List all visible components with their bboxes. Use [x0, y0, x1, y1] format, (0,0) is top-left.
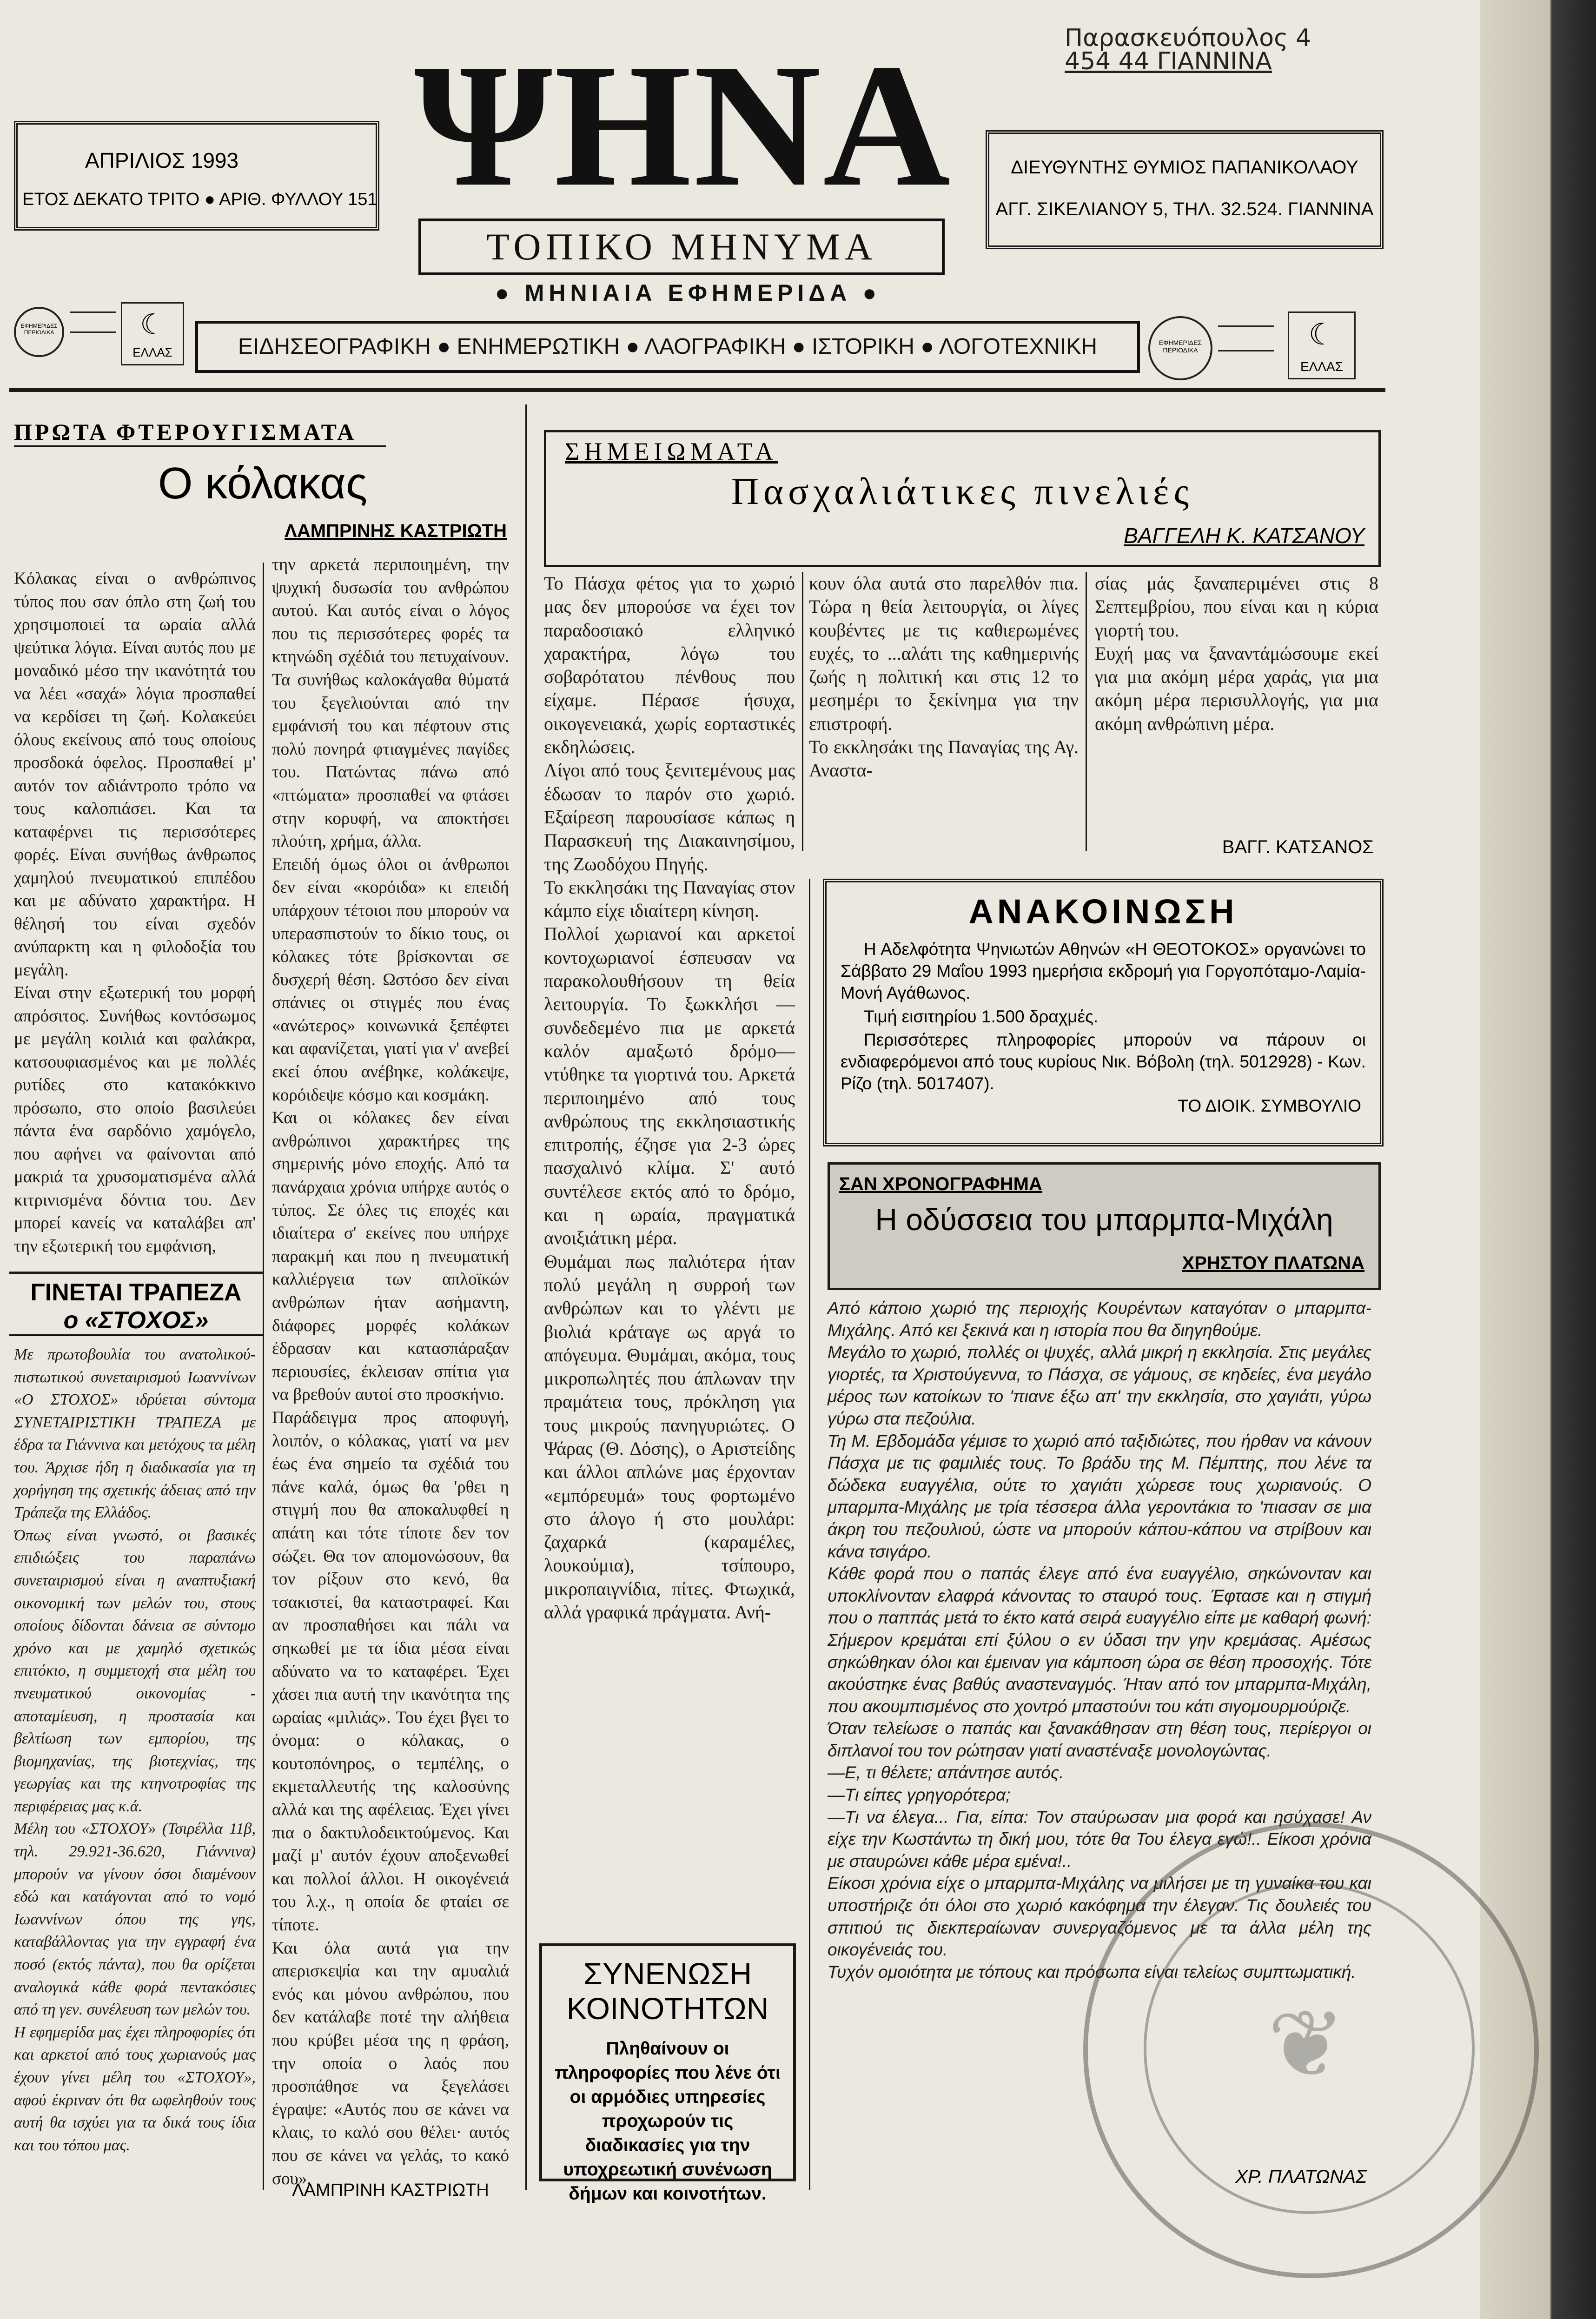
article1-kicker: ΠΡΩΤΑ ΦΤΕΡΟΥΓΙΣΜΑΤΑ [14, 418, 386, 447]
issue-info-box [14, 121, 379, 231]
article2-body: Με πρωτοβουλία του ανατολικού-πιστωτικού συνεταιρισμού Ιωαννίνων «Ο ΣΤΟΧΟΣ» ιδρύεται σύντομα ΣΥΝΕΤΑΙΡΙΣΤΙΚΗ ΤΡΑΠΕΖΑ με έδρα τα Γιάννινα και μετόχους τα μέλη του. Άρχισε ήδη η διαδικασία για τη χορήγηση της σχετικής άδειας από την Τράπεζα της Ελλάδος. Όπως είναι γνωστό, οι βασικές επιδιώξεις του παραπάνω συνεταιρισμού είναι η αναπτυξιακή οικονομική των μελών του, στους οποίους δίδονται δάνεια σε σύντομο χρόνο και με χαμηλό σχετικώς επιτόκιο, η συμμετοχή στα μέλη του πνευματικού οικονομίας - αποταμίευση, η προστασία και βελτίωση των εμπορίου, της βιομηχανίας, της βιοτεχνίας, της γεωργίας και της κτηνοτροφίας της περιφέρειας μας κ.ά. Μέλη του «ΣΤΟΧΟΥ» (Τσιρέλλα 11β, τηλ. 29.921-36.620, Γιάννινα) μπορούν να γίνουν όσοι διαμένουν εδώ και κατάγονται από το νομό Ιωαννίνων όπου της γης, καταβάλλοντας για την εγγραφή ένα ποσό (εκτός πάντα), που θα ορίζεται αναλογικά κάθε φορά πεντακόσιες από τη γεν. συνέλευση των μελών του. Η εφημερίδα μας έχει πληροφορίες ότι και αρκετοί από τους χωριανούς μας έχουν γίνει μέλη του «ΣΤΟΧΟΥ», αφού έκριναν ότι θα ωφεληθούν τους αυτή θα ισχύει για τα δικά τους ίδια και του τόπου μας. [14, 1346, 256, 2154]
postal-country: ΕΛΛΑΣ [1300, 359, 1344, 374]
column-rule [1086, 572, 1087, 851]
union-title-2: ΚΟΙΝΟΤΗΤΩΝ [566, 1991, 769, 2026]
notes-header-box [544, 430, 1381, 567]
article1-title: Ο κόλακας [158, 458, 368, 508]
union-title-1: ΣΥΝΕΝΩΣΗ [583, 1956, 752, 1991]
article2-title-2: ο «ΣΤΟΧΟΣ» [9, 1306, 263, 1336]
director-info-box [986, 130, 1384, 249]
article1-byline: ΛΑΜΠΡΙΝΗΣ ΚΑΣΤΡΙΩΤΗ [285, 521, 507, 541]
horn-icon: ☾ [1308, 318, 1335, 351]
article1-column-1: Κόλακας είναι ο ανθρώπινος τύπος που σαν όπλο στη ζωή του χρησιμοποιεί τα ωραία αλλά ψεύτικα λόγια. Είναι αυτός που με μοναδικό μέσο την ικανότητά του να λέει «σαχά» λόγια προσπαθεί να κερδίσει τη ζωή. Κολακεύει όλους εκείνους από τους οποίους προσδοκά όφελος. Προσπαθεί μ' αυτόν τον αδιάντροπο τρόπο να τους καλοπιάσει. Και τα καταφέρνει τις περισσότερες φορές. Είναι συνήθως άνθρωπος χαμηλού πνευματικού επιπέδου και με αδύνατο χαρακτήρα. Η θέλησή του είναι σχεδόν ανύπαρκτη και η φιλοδοξία του μεγάλη. Είναι στην εξωτερική του μορφή απρόσιτος. Συνήθως κοντόσωμος με μεγάλη κοιλιά και φαλάκρα, κατσουφιασμένος και με πολλές ρυτίδες στο κατακόκκινο πρόσωπο, στο οποίο βασιλεύει πάντα ένα σαρδόνιο χαμόγελο, που αφήνει να φαίνονται από μακριά τα χρυσοματισμένα αλλά κιτρινισμένα δόντια του. Δεν μπορεί κανείς να καταλάβει απ' την εξωτερική του εμφάνιση, [14, 569, 256, 1256]
postal-stamp-icon [14, 307, 64, 357]
library-seal-stamp [1083, 1822, 1539, 2278]
issue-date: ΑΠΡΙΛΙΟΣ 1993 [85, 148, 239, 172]
horn-icon: ☾ [140, 309, 165, 340]
notes-kicker: ΣΗΜΕΙΩΜΑΤΑ [565, 437, 778, 465]
header-rule [9, 388, 1385, 392]
notes-column-3: σίας μάς ξαναπεριμένει στις 8 Σεπτεμβρίου, που είναι και η κύρια γιορτή του. Ευχή μας να ξαναντάμώσουμε εκεί για μια ακόμη μέρα χαράς, για μια ακόμη μέρα περισυλλογής, για μια ακόμη ανθρώπινη μέρα. [1095, 573, 1378, 734]
masthead-subtitle: ΤΟΠΙΚΟ ΜΗΝΥΜΑ [418, 219, 945, 275]
announcement-title: ΑΝΑΚΟΙΝΩΣΗ [968, 892, 1238, 931]
handwritten-line-2: 454 44 ΓΙΑΝΝΙΝΑ [1065, 47, 1272, 75]
postmark-lines-icon [1218, 325, 1274, 351]
column-rule [263, 563, 264, 2190]
notes-signature: ΒΑΓΓ. ΚΑΤΣΑΝΟΣ [1222, 837, 1374, 857]
announcement-box [823, 879, 1384, 1146]
column-rule [802, 572, 803, 851]
union-body: Πληθαίνουν οι πληροφορίες που λένε ότι οι αρμόδιες υπηρεσίες προχωρούν τις διαδικασίες για την υποχρεωτική συνένωση δήμων και κοινοτήτων. [555, 2039, 781, 2204]
postal-stamp-icon [1148, 316, 1212, 380]
announcement-price: Τιμή εισιτηρίου 1.500 δραχμές. [864, 1007, 1099, 1026]
stamp-text: ΕΦΗΜΕΡΙΔΕΣ ΠΕΡΙΟΔΙΚΑ [20, 323, 58, 336]
section-rule [9, 1272, 263, 1274]
notes-column-2: κουν όλα αυτά στο παρελθόν πια. Τώρα η θεία λειτουργία, οι λίγες κουβέντες με τις καθιερωμένες ευχές, το ...αλάτι της καθημερινής ζωής η πολιτική και στις 12 το μεσημέρι το ξεκίνημα για την επιστροφή. Το εκκλησάκι της Παναγίας της Αγ. Αναστα- [809, 573, 1079, 781]
horn-stamp-icon [1288, 311, 1356, 379]
chronicle-kicker: ΣΑΝ ΧΡΟΝΟΓΡΑΦΗΜΑ [839, 1174, 1042, 1194]
eagle-emblem-icon: ❦ [1267, 1994, 1345, 2097]
masthead-title: ΨΗΝΑ [414, 27, 953, 223]
postmark-lines-icon [70, 311, 116, 333]
chronicle-header-box [828, 1162, 1381, 1290]
announcement-body-1: Η Αδελφότητα Ψηνιωτών Αθηνών «Η ΘΕΟΤΟΚΟΣ» οργανώνει το Σάββατο 29 Μαΐου 1993 ημερήσια εκδρομή για Γοργοπόταμο-Λαμία-Μονή Αγάθωνος. [841, 940, 1366, 1002]
chronicle-title: Η οδύσσεια του μπαρμπα-Μιχάλη [875, 1202, 1333, 1237]
chronicle-byline: ΧΡΗΣΤΟΥ ΠΛΑΤΩΝΑ [1182, 1253, 1364, 1273]
chronicle-signature: ΧΡ. ΠΛΑΤΩΝΑΣ [1235, 2167, 1367, 2187]
categories-bar: ΕΙΔΗΣΕΟΓΡΑΦΙΚΗ ● ΕΝΗΜΕΡΩΤΙΚΗ ● ΛΑΟΓΡΑΦΙΚΗ ● ΙΣΤΟΡΙΚΗ ● ΛΟΓΟΤΕΧΝΙΚΗ [195, 321, 1140, 373]
masthead-tagline-row [409, 279, 967, 307]
article1-column-2: την αρκετά περιποιημένη, την ψυχική δυσωσία του ανθρώπου αυτού. Και αυτός είναι ο λόγος που τις περισσότερες φορές τα κτηνώδη σχέδιά του πετυχαίνουν. Τα συνήθως καλοκάγαθα θύματά του ξεγελιούνται από την εμφάνισή του και πέφτουν στις πολύ πονηρά φτιαγμένες παγίδες του. Πατώντας πάνω από «πτώματα» προσπαθεί να φτάσει στην κορυφή, να αποκτήσει πλούτη, χρήμα, άλλα. Επειδή όμως όλοι οι άνθρωποι δεν είναι «κορόιδα» κι επειδή υπάρχουν τέτοιοι που μπορούν να υπερασπιστούν το δίκιο τους, οι κόλακες τότε βρίσκονται σε δυσχερή θέση. Ωστόσο δεν είναι σπάνιες οι στιγμές που ένας «ανώτερος» κοινωνικά ξεπέφτει και αφανίζεται, γιατί για ν' ανεβεί εκεί όπου ανέβηκε, κολάκεψε, κορόιδεψε κόσμο και κοσμάκη. Και οι κόλακες δεν είναι ανθρώπινοι χαρακτήρες της σημερινής μόνο εποχής. Από τα πανάρχαια χρόνια υπήρχε αυτός ο τύπος. Σε όλες τις εποχές και ιδιαίτερα σ' εκείνες που υπήρχε παρακμή και που η πνευματική καλλιέργεια των απλοϊκών ανθρώπων ήταν ασήμαντη, διάφορες μορφές κολάκων έδρασαν και κατασπάραξαν περιουσίες, έκλεισαν σπίτια για να βρεθούν αυτοί στο προσκήνιο. Παράδειγμα προς αποφυγή, λοιπόν, ο κόλακας, γιατί να μεν έως ένα σημείο τα σχέδιά του πάνε καλά, όμως θα 'ρθει η στιγμή που θα αποκαλυφθεί η απάτη και τότε τίποτε δεν τον σώζει. Θα τον απομονώσουν, θα τον ρίξουν στο κενό, θα τσακιστεί, θα καταστραφεί. Και αν προσπαθήσει και πάλι να σηκωθεί με τα ίδια μέσα είναι αδύνατο να το καταφέρει. Έχει χάσει πια αυτή την ικανότητα της ωραίας «μιλιάς». Του έχει βγει το όνομα: ο κόλακας, ο κουτοπόνηρος, ο τεμπέλης, ο εκμεταλλευτής της καλοσύνης αλλά και της αφέλειας. Έχει γίνει πια ο δακτυλοδεικτούμενος. Και μαζί μ' αυτόν έχουν αποξενωθεί και πολλοί άλλοι. Η οικογένειά του λ.χ., η οποία δε φταίει σε τίποτε. Και όλα αυτά για την απερισκεψία και την αμυαλιά ενός και μόνου ανθρώπου, που δεν κατάλαβε ποτέ την αλήθεια που κρύβει μέσα της η φράση, την οποία ο λαός που προσπάθησε να ξεγελάσει έγραψε: «Αυτός που σε κάνει να κλαις, το καλό σου θέλει· αυτός που σε κάνει να γελάς, το κακό σου». [272, 555, 509, 2188]
postal-country: ΕΛΛΑΣ [132, 345, 172, 359]
director-name: ΔΙΕΥΘΥΝΤΗΣ ΘΥΜΙΟΣ ΠΑΠΑΝΙΚΟΛΑΟΥ [1011, 157, 1358, 178]
bullet-icon: ● [851, 280, 881, 306]
masthead-tagline: ΜΗΝΙΑΙΑ ΕΦΗΜΕΡΙΔΑ [524, 280, 852, 306]
union-box [539, 1943, 796, 2204]
handwritten-line-1: Παρασκευόπουλος 4 [1065, 24, 1311, 52]
handwritten-address [1065, 23, 1316, 76]
issue-number: ΕΤΟΣ ΔΕΚΑΤΟ ΤΡΙΤΟ ● ΑΡΙΘ. ΦΥΛΛΟΥ 151 [22, 190, 377, 209]
office-address: ΑΓΓ. ΣΙΚΕΛΙΑΝΟΥ 5, ΤΗΛ. 32.524. ΓΙΑΝΝΙΝΑ [995, 199, 1374, 219]
bullet-icon: ● [495, 280, 525, 306]
article2-title-1: ΓΙΝΕΤΑΙ ΤΡΑΠΕΖΑ [30, 1279, 242, 1306]
notes-byline: ΒΑΓΓΕΛΗ Κ. ΚΑΤΣΑΝΟΥ [1124, 523, 1364, 548]
notes-column-1: Το Πάσχα φέτος για το χωριό μας δεν μπορούσε να έχει τον παραδοσιακό ελληνικό χαρακτήρα, λόγω του σοβαρότατου πένθους που είχαμε. Πέρασε ήσυχα, οικογενειακά, χωρίς εορταστικές εκδηλώσεις. Λίγοι από τους ξενιτεμένους μας έδωσαν το παρόν στο χωριό. Εξαίρεση παρουσίασε κάπως η Παρασκευή της Διακαινησίμου, της Ζωοδόχου Πηγής. Το εκκλησάκι της Παναγίας στον κάμπο είχε ιδιαίτερη κίνηση. Πολλοί χωριανοί και αρκετοί κοντοχωριανοί έσπευσαν να παρακολουθήσουν τη θεία λειτουργία. Το ξωκκλήσι —συνδεδεμένο πια με αρκετά καλόν αμαξωτό δρόμο— ντύθηκε τα γιορτινά του. Αρκετά περιποιημένο από τους ανθρώπους της εκκλησιαστικής επιτροπής, έζησε για 2-3 ώρες πασχαλινό κλίμα. Σ' αυτό συντέλεσε εκτός από το δρόμο, και η ωραία, πραγματικά ανοιξιάτικη μέρα. Θυμάμαι πως παλιότερα ήταν πολύ μεγάλη η συρροή των ανθρώπων και το γλέντι με βιολιά κράταγε ως αργά το απόγευμα. Θυμάμαι, ακόμα, τους μικροπωλητές που άπλωναν την πραμάτεια τους, πρόκληση για τους μικρούς πανηγυριώτες. Ο Ψάρας (Θ. Δόσης), ο Αριστείδης και άλλοι απλώνε μας έρχονταν «εμπόρευμά» τους φορτωμένο στο άλογο ή στο μουλάρι: ζαχαρκά (καραμέλες, λουκούμια), τσίπουρο, μικροπαιγνίδια, πίτες. Φτωχικά, αλλά γραφικά πράγματα. Ανή- [544, 573, 795, 1623]
column-rule [525, 404, 527, 2190]
announcement-body-3: Περισσότερες πληροφορίες μπορούν να πάρουν οι ενδιαφερόμενοι από τους κυρίους Νικ. Βόβολη (τηλ. 5012928) - Κων. Ρίζο (τηλ. 5017407). [841, 1030, 1366, 1093]
article1-signature: ΛΑΜΠΡΙΝΗ ΚΑΣΤΡΙΩΤΗ [292, 2180, 489, 2200]
announcement-signature: ΤΟ ΔΙΟΙΚ. ΣΥΜΒΟΥΛΙΟ [1178, 1096, 1361, 1115]
horn-stamp-icon [121, 302, 184, 365]
column-rule [809, 879, 810, 2190]
notes-title: Πασχαλιάτικες πινελιές [731, 470, 1194, 512]
chronicle-body: Από κάποιο χωριό της περιοχής Κουρέντων καταγόταν ο μπαρμπα-Μιχάλης. Από κει ξεκινά και η ιστορία που θα διηγηθούμε. Μεγάλο το χωριό, πολλές οι ψυχές, αλλά μικρή η εκκλησία. Στις μεγάλες γιορτές, τα Χριστούγεννα, το Πάσχα, σε γάμους, σε κηδείες, ένα μεγάλο μέρος των κατοίκων το 'πιανε έξω απ' την εκκλησία, στο χαγιάτι, γύρω γύρω στα πεζούλια. Τη Μ. Εβδομάδα γέμισε το χωριό από ταξιδιώτες, που ήρθαν να κάνουν Πάσχα με τις φαμιλιές τους. Το βράδυ της Μ. Πέμπτης, που λένε τα δώδεκα ευαγγέλια, ούτε το χαγιάτι χώρεσε τους χωριανούς. Ο μπαρμπα-Μιχάλης με τρία τέσσερα άλλα γεροντάκια το 'πιασαν σε μια άκρη του πεζουλιού, ώστε να μπορούν κάπου-κάπου να στρίβουν και κάνα τσιγάρο. Κάθε φορά που ο παπάς έλεγε από ένα ευαγγέλιο, σηκώνονταν και υποκλίνονταν ελαφρά κάνοντας το σταυρό τους. Έφτασε και η στιγμή που ο παππάς μετά το έκτο κατά σειρά ευαγγέλιο είπε με καθαρή φωνή: Σήμερον κρεμάται επί ξύλου ο εν ύδασι την γην κρεμάσας. Αμέσως σηκώθηκαν όλοι και έμειναν για κάμποση ώρα σε θέση προσοχής. Τότε ακούστηκε ένας βαθύς αναστεναγμός. Ήταν από τον μπαρμπα-Μιχάλη, που ακουμπισμένος στο χοντρό μπαστούνι του κάτι σιγομουρμούριζε. Όταν τελείωσε ο παπάς και ξανακάθησαν στη θέση τους, περίεργοι οι διπλανοί του τον ρώτησαν γιατί αναστέναξε μονολογώντας. —Ε, τι θέλετε; απάντησε αυτός. —Τι είπες γρηγορότερα; —Τι να έλεγα... Για, είπα: Τον σταύρωσαν μια φορά και ησύχασε! Αν είχε την Κωστάντω τη δική μου, τότε θα Του έλεγα εγώ!.. Είκοσι χρόνια με σταυρώνει κάθε μέρα εμένα!.. Είκοσι χρόνια είχε ο μπαρμπα-Μιχάλης να μιλήσει με τη γυναίκα του και υποστήριζε ότι όλοι στο χωριό κακόφημα την έλεγαν. Τις δουλειές του σπιτιού τις διεκπεραίωναν συνεργαζόμενος με τα άλλα μέλη της οικογένειάς του. Τυχόν ομοιότητα με τόπους και πρόσωπα είναι τελείως συμπτωματική. [828, 1299, 1371, 1981]
stamp-text: ΕΦΗΜΕΡΙΔΕΣ ΠΕΡΙΟΔΙΚΑ [1159, 339, 1202, 354]
